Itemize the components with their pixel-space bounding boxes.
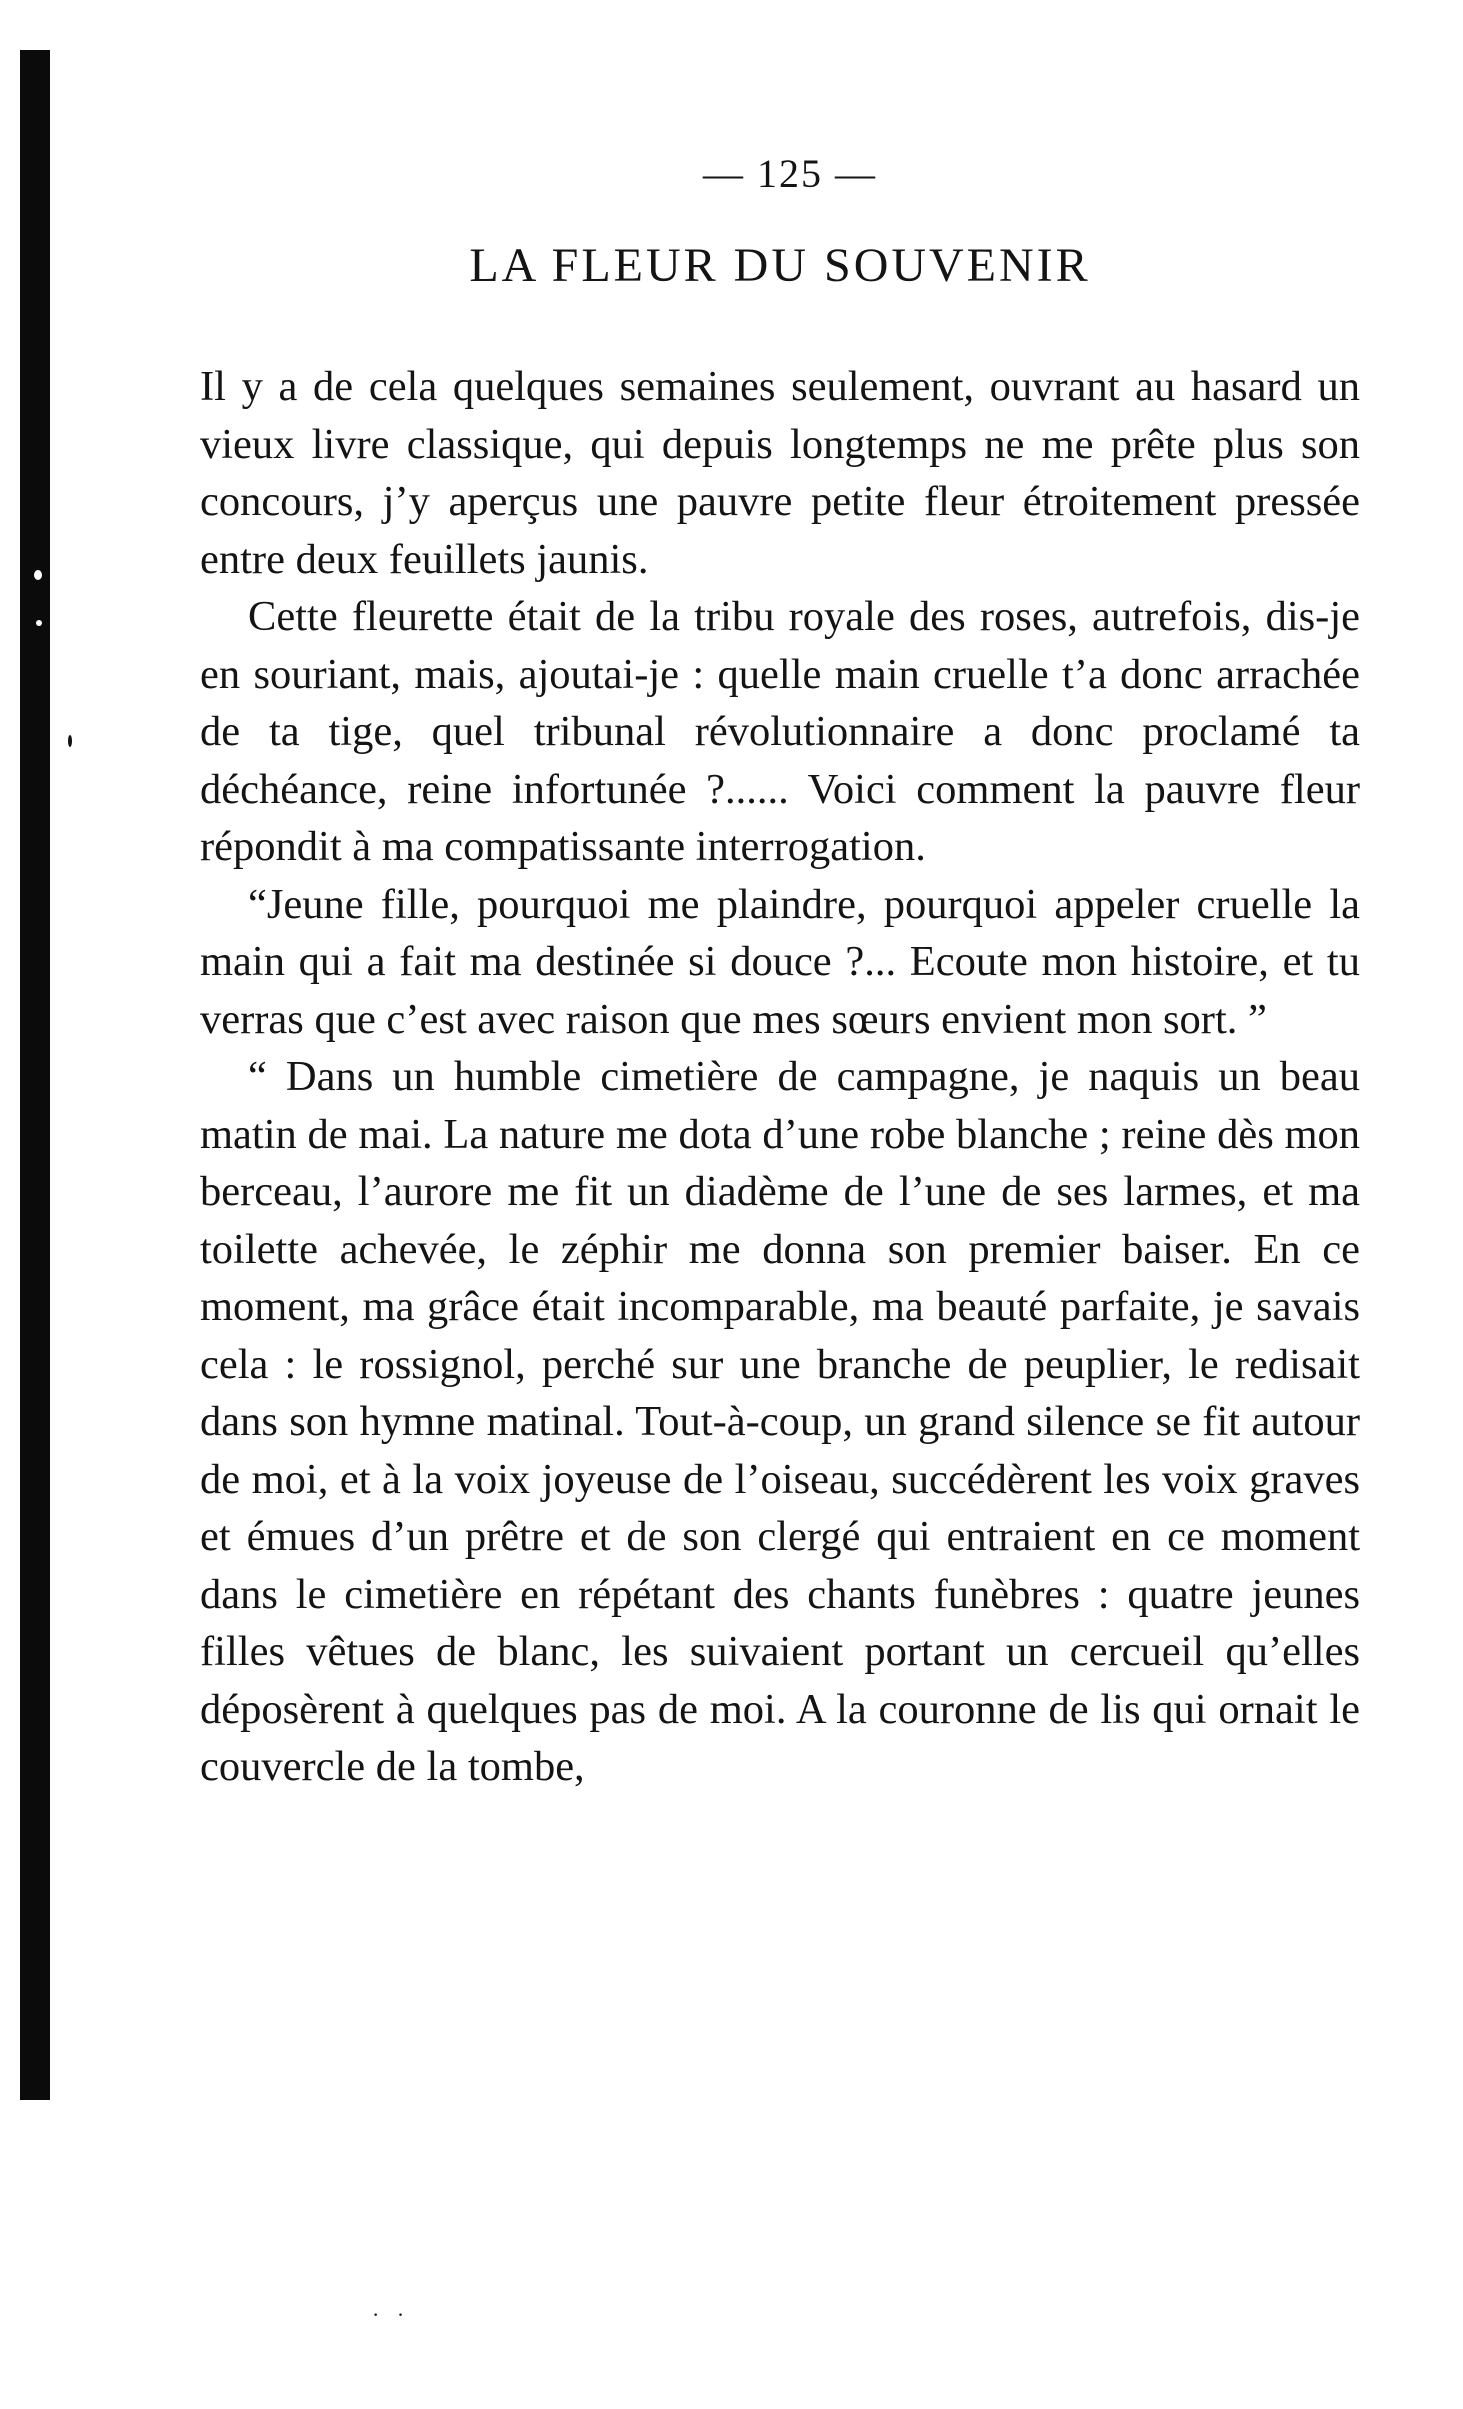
body-text bbox=[200, 358, 1360, 1796]
scan-binding-edge bbox=[20, 50, 50, 2100]
scan-speck bbox=[36, 620, 42, 626]
paragraph: Cette fleurette était de la tribu royale des roses, autrefois, dis-je en souriant, mais, ajoutai-je : quelle main cruelle t’a donc arrachée de ta tige, quel tribunal révolutionnaire a donc proclamé ta déchéance, reine infortunée ?...... Voici comment la pauvre fleur répondit à ma compatissante interrogation. bbox=[200, 593, 1360, 870]
scan-mark: · · bbox=[372, 2302, 411, 2327]
paragraph: “ Dans un humble cimetière de campagne, je naquis un beau matin de mai. La nature me dota d’une robe blanche ; reine dès mon berceau, l’aurore me fit un diadème de l’une de ses larmes, et ma toilette achevée, le zéphir me donna son premier baiser. En ce moment, ma grâce était incomparable, ma beauté parfaite, je savais cela : le rossignol, perché sur une branche de peuplier, le redisait dans son hymne matinal. Tout-à-coup, un grand silence se fit autour de moi, et à la voix joyeuse de l’oiseau, succédèrent les voix graves et émues d’un prêtre et de son clergé qui entraient en ce moment dans le cimetière en répétant des chants funèbres : quatre jeunes filles vêtues de blanc, les suivaient portant un cercueil qu’elles déposèrent à quelques pas de moi. A la couronne de lis qui ornait le couvercle de la tombe, bbox=[200, 1053, 1360, 1790]
page-number: — 125 — bbox=[703, 151, 877, 196]
paragraph: “Jeune fille, pourquoi me plaindre, pourquoi appeler cruelle la main qui a fait ma destinée si douce ?... Ecoute mon histoire, et tu verras que c’est avec raison que mes sœurs envient mon sort. ” bbox=[200, 880, 1360, 1043]
scan-speck bbox=[34, 570, 42, 580]
scan-speck bbox=[68, 735, 72, 747]
chapter-title: LA FLEUR DU SOUVENIR bbox=[469, 239, 1091, 292]
paragraph: Il y a de cela quelques semaines seulement, ouvrant au hasard un vieux livre classique, qui depuis longtemps ne me prête plus son concours, j’y aperçus une pauvre petite fleur étroitement pressée entre deux feuillets jaunis. bbox=[200, 363, 1360, 583]
